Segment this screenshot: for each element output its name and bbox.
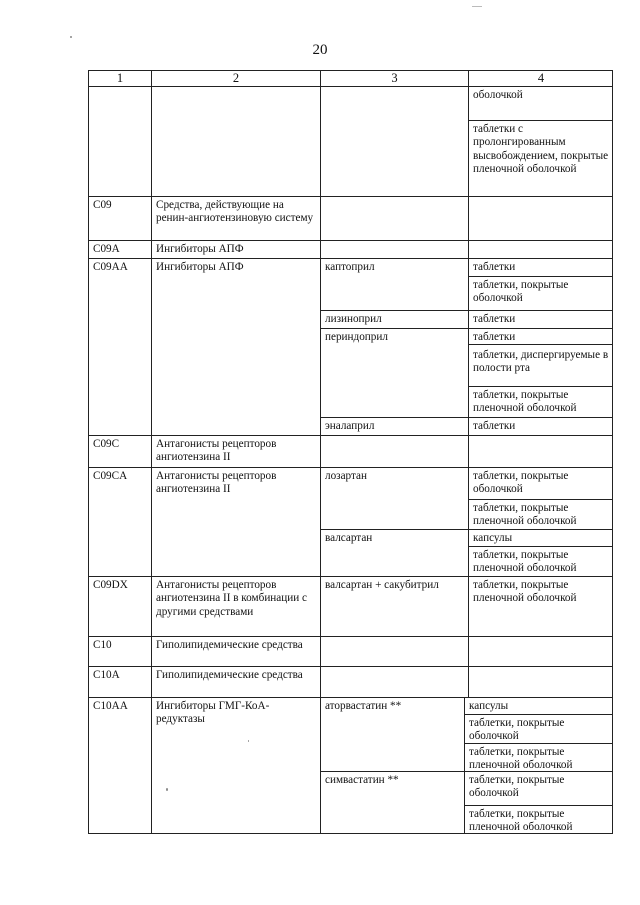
table-cell (88, 86, 151, 196)
table-cell (320, 666, 468, 697)
dosage-form: капсулы (464, 697, 613, 714)
dosage-form: таблетки, покрытые оболочкой (464, 714, 613, 743)
atc-code-cell: C10 (88, 636, 151, 666)
dosage-form: таблетки, покрытые оболочкой (468, 276, 613, 310)
dosage-form: таблетки (468, 258, 613, 276)
drug-name-cell: периндоприл (320, 328, 468, 417)
scan-speck (472, 6, 482, 7)
dosage-form: таблетки, покрытые пленочной оболочкой (464, 743, 613, 771)
table-cell (468, 86, 613, 120)
header-col-4: 4 (468, 70, 613, 86)
group-name-cell: Антагонисты рецепторов ангиотензина II (151, 467, 320, 576)
group-name-cell: Гиполипидемические средства (151, 636, 320, 666)
table-cell (320, 240, 468, 258)
dosage-form: таблетки, покрытые пленочной оболочкой (468, 546, 613, 576)
atc-code-cell: C10A (88, 666, 151, 697)
table-cell (468, 196, 613, 240)
table-cell (468, 240, 613, 258)
drug-name-cell: эналаприл (320, 417, 468, 435)
drug-name-cell: аторвастатин ** (320, 697, 464, 771)
dosage-form: таблетки, диспергируемые в полости рта (468, 344, 613, 386)
dosage-form: таблетки, покрытые оболочкой (468, 467, 613, 499)
header-col-3: 3 (320, 70, 468, 86)
group-name-cell: Ингибиторы АПФ (151, 240, 320, 258)
atc-code-cell: C10AA (88, 697, 151, 834)
table-cell (320, 636, 468, 666)
drug-name-cell: лизиноприл (320, 310, 468, 328)
drug-name-cell: валсартан (320, 529, 468, 576)
drug-name-cell: валсартан + сакубитрил (320, 576, 468, 636)
table-cell (320, 196, 468, 240)
drug-name-cell: симвастатин ** (320, 771, 464, 834)
dosage-form: оболочкой (473, 89, 523, 101)
dosage-form: таблетки (468, 417, 613, 435)
table-cell (468, 666, 613, 697)
group-name-cell: Антагонисты рецепторов ангиотензина II в комбинации с другими средствами (151, 576, 320, 636)
atc-code-cell: C09C (88, 435, 151, 467)
scan-speck (166, 788, 168, 791)
dosage-form: таблетки, покрытые пленочной оболочкой (468, 386, 613, 417)
group-name-cell: Гиполипидемические средства (151, 666, 320, 697)
table-cell (151, 86, 320, 196)
header-col-1: 1 (88, 70, 151, 86)
dosage-form: таблетки, покрытые пленочной оболочкой (468, 499, 613, 529)
dosage-form: таблетки (468, 310, 613, 328)
dosage-form: таблетки, покрытые пленочной оболочкой (468, 576, 613, 636)
table-cell (320, 86, 468, 196)
group-name-cell: Ингибиторы ГМГ-КоА-редуктазы (151, 697, 320, 834)
atc-code-cell: C09AA (88, 258, 151, 435)
dosage-form: капсулы (468, 529, 613, 546)
table-cell (468, 435, 613, 467)
atc-code-cell: C09CA (88, 467, 151, 576)
atc-code-cell: C09 (88, 196, 151, 240)
atc-code-cell: C09A (88, 240, 151, 258)
dosage-form: таблетки, покрытые пленочной оболочкой (464, 805, 613, 834)
medication-table (88, 70, 613, 834)
dosage-form: таблетки с пролонгированным высвобождением, покрытые пленочной оболочкой (473, 123, 609, 176)
drug-name-cell: лозартан (320, 467, 468, 529)
group-name-cell: Средства, действующие на ренин-ангиотензиновую систему (151, 196, 320, 240)
group-name-cell: Ингибиторы АПФ (151, 258, 320, 435)
drug-name-cell: каптоприл (320, 258, 468, 310)
dosage-form: таблетки, покрытые оболочкой (464, 771, 613, 805)
group-name-cell: Антагонисты рецепторов ангиотензина II (151, 435, 320, 467)
scan-speck (70, 36, 72, 38)
dosage-form: таблетки (468, 328, 613, 344)
header-col-2: 2 (151, 70, 320, 86)
table-cell (468, 120, 613, 196)
page-number: 20 (312, 42, 328, 58)
table-cell (468, 636, 613, 666)
table-cell (320, 435, 468, 467)
atc-code-cell: C09DX (88, 576, 151, 636)
scan-speck (248, 740, 249, 742)
